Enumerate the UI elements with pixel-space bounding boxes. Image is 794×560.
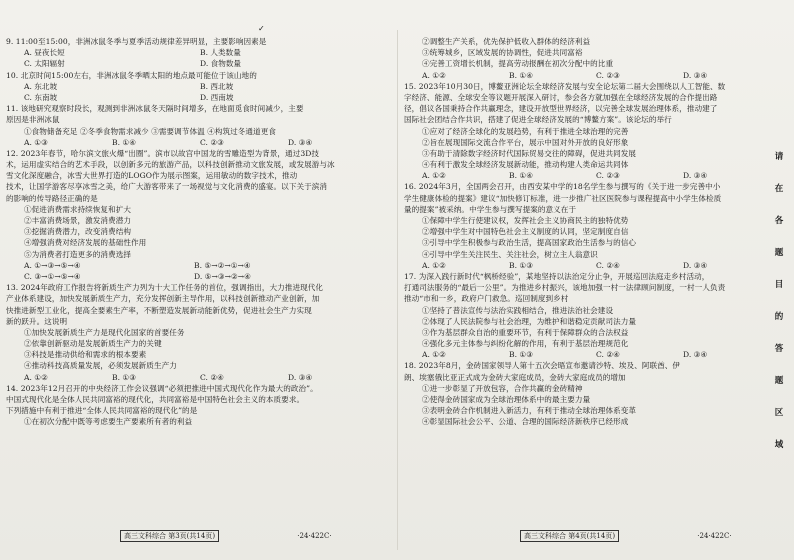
text-line: ④完善工资增长机制，提高劳动报酬在初次分配中的比重 bbox=[422, 59, 614, 69]
answer-options bbox=[6, 372, 390, 383]
answer-options bbox=[6, 58, 390, 69]
side-strip-char: 目 bbox=[774, 280, 784, 290]
text-line: ①保障中学生行使建议权，发挥社会主义协商民主的独特优势 bbox=[422, 216, 629, 225]
right-column bbox=[404, 36, 770, 428]
text-line: ①坚持了普法宣传与法治实践相结合，推进法治社会建设 bbox=[422, 305, 614, 315]
text-line: ④推动科技高质量发展，必须发展新质生产力 bbox=[24, 361, 177, 371]
text-line: 国际社会团结合作共识，搭建了促进全球经济发展的“博鳌方案”。该论坛的举行 bbox=[404, 115, 672, 125]
answer-option: D. ⑤→③→②→④ bbox=[194, 271, 251, 281]
answer-options bbox=[6, 47, 390, 58]
text-line: 下列措施中有利于推进“全体人民共同富裕的现代化”的是 bbox=[6, 406, 198, 416]
answer-option: C. ②④ bbox=[596, 260, 620, 270]
column-divider bbox=[397, 30, 398, 550]
answer-options bbox=[6, 271, 390, 282]
check-mark: ✓ bbox=[258, 24, 265, 33]
side-strip-char: 各 bbox=[774, 216, 784, 226]
side-strip-char: 请 bbox=[774, 152, 784, 162]
answer-option: C. ②③ bbox=[200, 137, 224, 147]
text-line: ②增强中学生对中国特色社会主义制度的认同，坚定制度自信 bbox=[422, 227, 629, 237]
answer-option: D. ③④ bbox=[288, 372, 313, 382]
text-line: 12. 2023年春节，哈尔滨文旅火爆“出圈”。滨市以故宫中国龙的雪雕造型为背景，通过3D技 bbox=[6, 148, 319, 158]
left-column bbox=[6, 36, 390, 428]
side-strip-char: 答 bbox=[774, 344, 784, 354]
answer-option: A. ①② bbox=[422, 350, 446, 360]
answer-option: B. ①③ bbox=[509, 260, 534, 270]
side-instruction-strip bbox=[772, 150, 786, 470]
answer-options bbox=[404, 170, 770, 181]
side-strip-char: 区 bbox=[774, 408, 784, 418]
answer-options bbox=[6, 92, 390, 103]
text-line: ①应对了经济全球化的发展趋势，有利于推进全球治理的完善 bbox=[422, 126, 629, 136]
text-line: ①食物储备充足 ②冬季食物需求减少 ③需要调节体温 ④构筑过冬通道更食 bbox=[24, 126, 276, 136]
text-line: ①在初次分配中既等考虑要生产要素所有者的利益 bbox=[24, 417, 193, 427]
text-line: ③表明金砖合作机制进入新活力，有利于推动全球治理体系变革 bbox=[422, 406, 637, 416]
answer-option: A. 东北坡 bbox=[24, 81, 58, 91]
answer-option: D. ③④ bbox=[683, 350, 708, 360]
answer-options bbox=[404, 260, 770, 271]
text-line: 11. 该地研究观察时段长，观测到非洲冰鼠冬天隔时间增多，在地面觅食时间减少，主要 bbox=[6, 104, 304, 114]
answer-option: B. ⑤→②→①→④ bbox=[194, 260, 251, 270]
left-page-code: ·24·422C· bbox=[297, 532, 332, 540]
answer-option: A. ①→③→⑤→④ bbox=[24, 260, 81, 270]
text-line: ③科技是推动供给和需求的根本要素 bbox=[24, 350, 147, 360]
text-line: 快推进新型工业化，提高全要素生产率，不断塑造发展新动能新优势，促进社会生产力实现 bbox=[6, 305, 312, 315]
answer-option: D. ③④ bbox=[683, 171, 708, 181]
text-line: 13. 2024年政府工作报告将新质生产力列为十大工作任务的首位，强调指出，大力推进现代化 bbox=[6, 283, 324, 293]
left-footer bbox=[120, 530, 332, 542]
text-line: 的影响的传导路径正确的是 bbox=[6, 193, 98, 203]
text-line: 14. 2023年12月召开的中央经济工作会议强调“必须把推进中国式现代化作为最大的政治”。 bbox=[6, 383, 318, 393]
answer-option: D. ③④ bbox=[683, 260, 708, 270]
text-line: 产业体系建设，加快发展新质生产力，充分发挥创新主导作用，以科技创新推动产业创新，加 bbox=[6, 294, 320, 304]
answer-option: B. ①④ bbox=[509, 171, 534, 181]
answer-option: A. ①② bbox=[422, 171, 446, 181]
text-line: ②体现了人民法院参与社会治理，为维护和谐稳定贡献司法力量 bbox=[422, 316, 637, 326]
text-line: 雪文化深度融合，冰雪大世界打造的LOGO作为展示图案，运用敏动的数字技术，推动 bbox=[6, 171, 298, 181]
text-line: 16. 2024年3月，全国两会召开，由西安某中学的18名学生参与撰写的《关于进一步完善中小 bbox=[404, 182, 721, 192]
right-page-label: 高三文科综合 第4页(共14页) bbox=[520, 530, 619, 542]
text-line: 字经济、能源、全球安全等议题开展深入研讨，参会各方就加强在全球经济发展的合作提出路 bbox=[404, 92, 718, 102]
answer-option: D. ③④ bbox=[683, 70, 708, 80]
text-line: ②使得金砖国家成为全球治理体系中的最主要力量 bbox=[422, 395, 591, 404]
left-page-label: 高三文科综合 第3页(共14页) bbox=[120, 530, 219, 542]
text-line: ④强化多元主体参与纠纷化解的作用，有利于基层治理规范化 bbox=[422, 339, 629, 349]
answer-option: A. ①② bbox=[24, 372, 48, 382]
answer-option: A. ①② bbox=[422, 260, 446, 270]
answer-option: C. ②③ bbox=[596, 70, 620, 80]
text-line: ②旨在展现国际交流合作平台，展示中国对外开放的良好形象 bbox=[422, 137, 629, 147]
text-line: 18. 2023年8月，金砖国家领导人第十五次会晤宣布邀请沙特、埃及、阿联酋、伊 bbox=[404, 361, 681, 371]
side-strip-char: 域 bbox=[774, 440, 784, 450]
answer-options bbox=[6, 137, 390, 148]
text-line: ③统筹城乡，区域发展的协调性，促进共同富裕 bbox=[422, 48, 583, 58]
text-line: 10. 北京时间15:00左右，非洲冰鼠冬季晒太阳的地点最可能位于该山地的 bbox=[6, 70, 257, 80]
text-line: ③有助于清除数字经济时代国际贸易交往的障碍，促进共同发展 bbox=[422, 148, 637, 158]
answer-option: B. 人类数量 bbox=[200, 48, 241, 58]
text-line: ④引导中学生关注民生、关注社会，树立主人翁意识 bbox=[422, 249, 598, 259]
answer-option: C. ②④ bbox=[596, 350, 620, 360]
text-line: ③作为基层群众自治的重要环节，有利于保障群众的合法权益 bbox=[422, 327, 629, 337]
side-strip-char: 的 bbox=[774, 312, 784, 322]
text-line: ⑤为消费者打造更多的消费选择 bbox=[24, 249, 132, 259]
answer-options bbox=[6, 81, 390, 92]
text-line: ①加快发展新质生产力是现代化国家的首要任务 bbox=[24, 327, 185, 337]
answer-option: C. 东南坡 bbox=[24, 92, 58, 102]
text-line: 中国式现代化是全体人民共同富裕的现代化，共同富裕是中国特色社会主义的本质要求。 bbox=[6, 395, 305, 404]
answer-option: D. ③④ bbox=[288, 137, 313, 147]
text-line: 原因是非洲冰鼠 bbox=[6, 115, 60, 125]
answer-option: B. ①③ bbox=[112, 372, 137, 382]
text-line: 量的提案”被采纳。中学生参与撰写提案的意义在于 bbox=[404, 204, 577, 214]
text-line: ①促进消费需求持续恢复和扩大 bbox=[24, 204, 132, 214]
text-line: 打通司法服务的“最后一公里”。为推进乡村振兴，该地加强一村一法律顾问制度，一村一人负责 bbox=[404, 283, 726, 293]
text-line: 新的跃升。这说明 bbox=[6, 316, 68, 326]
answer-option: C. ②③ bbox=[596, 171, 620, 181]
answer-options bbox=[404, 70, 770, 81]
text-line: 9. 11:00至15:00，非洲冰鼠冬季与夏季活动规律差异明显，主要影响因素是 bbox=[6, 37, 267, 46]
text-line: ④增强消费对经济发展的基础性作用 bbox=[24, 238, 147, 248]
text-line: 15. 2023年10月30日，博鳌亚洲论坛全球经济发展与安全论坛第二届大会围绕以人工智能、数 bbox=[404, 81, 726, 91]
answer-option: C. 太阳辐射 bbox=[24, 59, 65, 69]
text-line: ②丰富消费场景，激发消费潜力 bbox=[24, 216, 132, 225]
text-line: ③挖掘消费潜力，改变消费结构 bbox=[24, 227, 132, 237]
text-line: ①进一步彰显了开放包容，合作共赢的金砖精神 bbox=[422, 383, 583, 393]
text-line: 技术，让国学游客尽享冰雪之美，给广大游客带来了一场视觉与文化消费的盛宴。以下关于滨消 bbox=[6, 182, 328, 192]
text-line: 学生健康体检的提案》建议“加快修订标准，进一步推广社区医院参与课程提高中小学生体检质 bbox=[404, 193, 722, 203]
answer-option: C. ②④ bbox=[200, 372, 224, 382]
answer-option: A. 昼夜长短 bbox=[24, 48, 65, 58]
side-strip-char: 题 bbox=[774, 376, 784, 386]
side-strip-char: 在 bbox=[774, 184, 784, 194]
text-line: ②依靠创新驱动是发展新质生产力的关键 bbox=[24, 339, 162, 349]
answer-option: D. 西南坡 bbox=[200, 92, 234, 102]
answer-option: B. 西北坡 bbox=[200, 81, 234, 91]
right-footer bbox=[520, 530, 732, 542]
answer-option: C. ③→①→⑤→④ bbox=[24, 271, 81, 281]
answer-option: B. ①③ bbox=[509, 350, 534, 360]
text-line: 朗、埃塞俄比亚正式成为金砖大家庭成员，金砖大家庭成员的增加 bbox=[404, 372, 626, 382]
answer-option: A. ①③ bbox=[24, 137, 48, 147]
answer-option: B. ①④ bbox=[112, 137, 137, 147]
text-line: ②调整生产关系，优先保护低收入群体的经济利益 bbox=[422, 37, 591, 46]
answer-options bbox=[6, 260, 390, 271]
text-line: 17. 为深入践行新时代“枫桥经验”，某地坚持以法治定分止争，开展巡回法庭走乡村活动， bbox=[404, 271, 710, 281]
answer-option: D. 食物数量 bbox=[200, 59, 242, 69]
side-strip-char: 题 bbox=[774, 248, 784, 258]
answer-options bbox=[404, 349, 770, 360]
text-line: ④彰显国际社会公平、公道、合理的国际经济新秩序已经形成 bbox=[422, 417, 629, 427]
text-line: 径，倡议各国秉持合作共赢理念，建设开放型世界经济，以完善全球发展治理体系，推动建了 bbox=[404, 104, 718, 114]
text-line: ④有利于激发全球经济发展新动能，推动构建人类命运共同体 bbox=[422, 160, 629, 170]
right-page-code: ·24·422C· bbox=[697, 532, 732, 540]
text-line: 术，运用虚实结合的艺术手段，以创新多元的旅游产品，以科技创新推动文旅发展，或发展游与冰 bbox=[6, 160, 335, 170]
text-line: ③引导中学生积极参与政治生活，提高国家政治生活参与的信心 bbox=[422, 238, 637, 248]
answer-option: A. ①② bbox=[422, 70, 446, 80]
answer-option: B. ①④ bbox=[509, 70, 534, 80]
text-line: 推动“市和一乡，政府户门救急。巡回制度到乡村 bbox=[404, 294, 569, 304]
